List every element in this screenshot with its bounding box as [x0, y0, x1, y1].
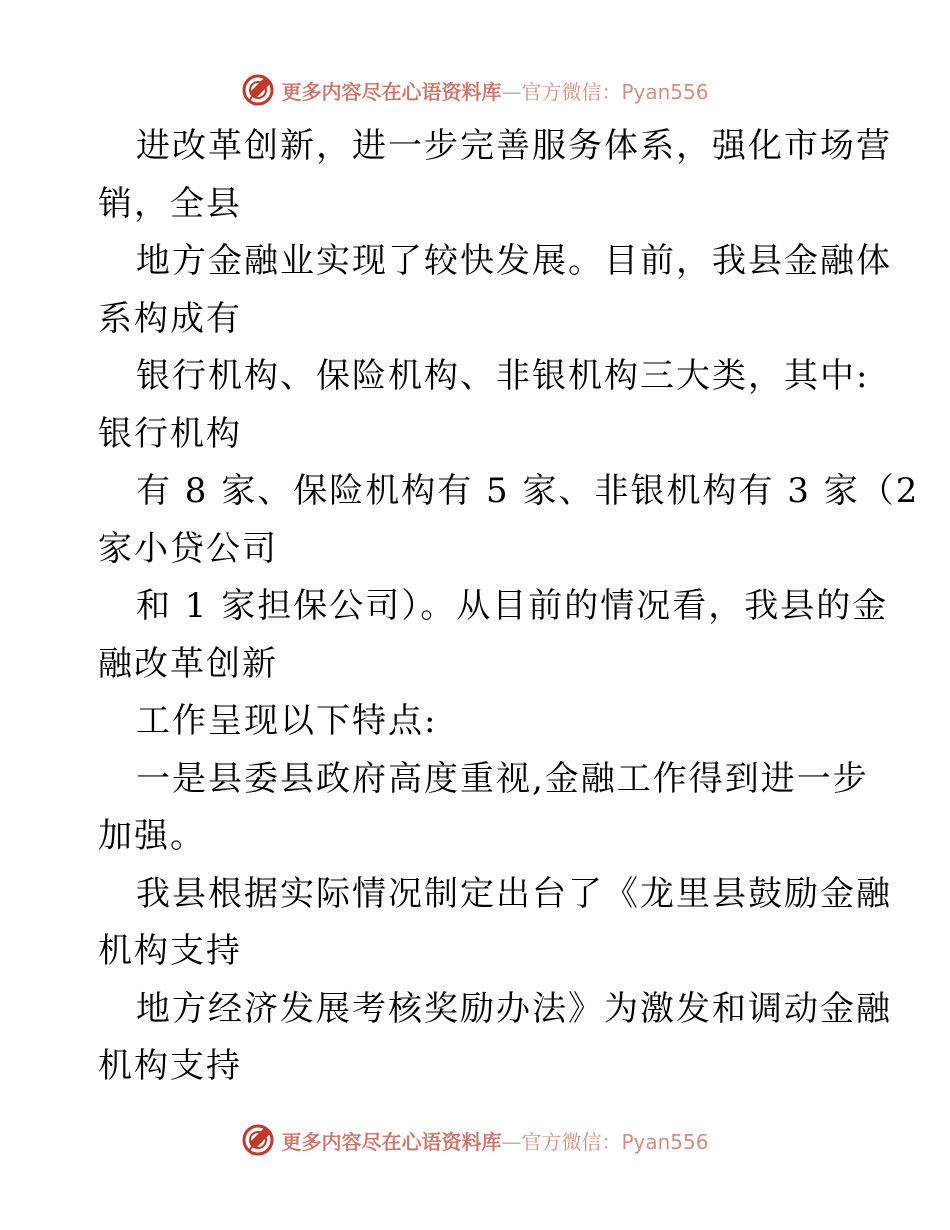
footer-banner-text	[281, 1126, 708, 1155]
footer-brand: 更多内容尽在心语资料库	[281, 1129, 502, 1154]
body-line: 银行机构、保险机构、非银机构三大类，其中:	[136, 356, 870, 396]
body-line: 机构支持	[98, 1046, 242, 1086]
body-line: 地方金融业实现了较快发展。目前，我县金融体	[136, 241, 892, 281]
header-brand: 更多内容尽在心语资料库	[281, 79, 502, 104]
pen-logo-icon	[241, 1123, 275, 1157]
body-line: 和 1 家担保公司）。从目前的情况看，我县的金	[136, 586, 889, 626]
body-line: 销，全县	[98, 183, 242, 224]
body-line: 融改革创新	[98, 643, 278, 684]
header-banner	[0, 70, 950, 110]
body-line: 家小贷公司	[98, 528, 278, 569]
body-line: 系构成有	[98, 298, 242, 339]
document-body	[98, 118, 920, 1096]
body-line: 我县根据实际情况制定出台了《龙里县鼓励金融	[136, 873, 892, 914]
body-line: 进改革创新，进一步完善服务体系，强化市场营	[136, 126, 892, 166]
body-line: 地方经济发展考核奖励办法》为激发和调动金融	[136, 988, 892, 1029]
footer-contact: 官方微信：Pyan556	[521, 1129, 709, 1154]
header-contact: 官方微信：Pyan556	[521, 79, 709, 104]
body-line: 加强。	[98, 816, 206, 856]
footer-separator: —	[501, 1129, 522, 1154]
body-line: 有 8 家、保险机构有 5 家、非银机构有 3 家（2	[136, 471, 920, 511]
body-line: 银行机构	[98, 413, 242, 454]
header-banner-text	[281, 76, 708, 105]
body-line: 一是县委县政府高度重视,金融工作得到进一步	[136, 758, 869, 799]
footer-banner	[0, 1120, 950, 1160]
pen-logo-icon	[241, 73, 275, 107]
body-line: 机构支持	[98, 931, 242, 971]
header-separator: —	[501, 79, 522, 104]
body-line: 工作呈现以下特点:	[136, 701, 438, 741]
